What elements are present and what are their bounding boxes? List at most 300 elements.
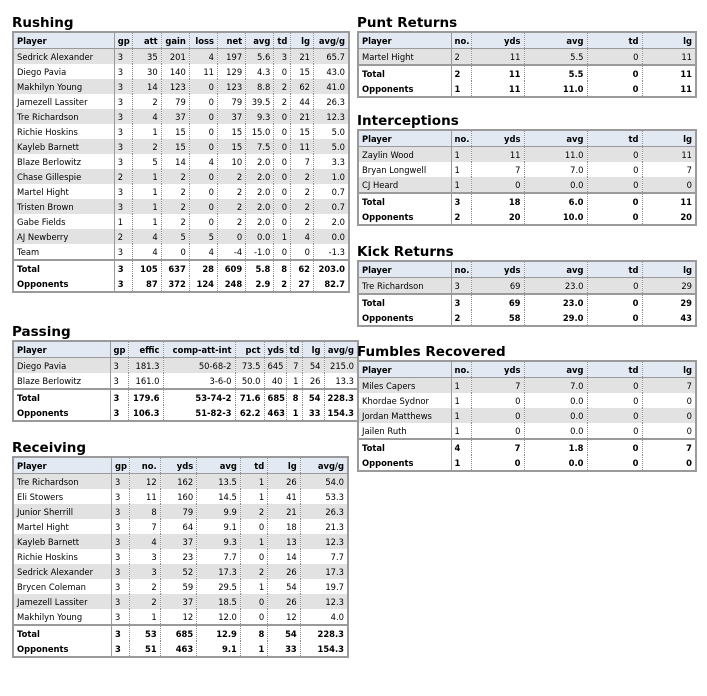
stat-cell: 21	[291, 49, 314, 65]
column-header: Player	[13, 32, 114, 49]
column-header: lg	[642, 261, 696, 278]
stat-cell: 3	[130, 564, 160, 579]
stat-cell: 3	[114, 244, 133, 260]
stat-cell: 69	[471, 294, 524, 310]
stat-cell: 1	[240, 474, 267, 490]
stat-cell: 0	[274, 199, 291, 214]
stat-cell: 463	[264, 405, 286, 421]
stat-cell: 5.0	[313, 139, 349, 154]
header-row	[358, 32, 696, 49]
fumbles-recovered-section	[357, 344, 697, 472]
opponents-row	[13, 641, 348, 657]
stat-cell: 2	[161, 214, 189, 229]
stat-cell: 11	[471, 49, 524, 66]
stat-cell: 0	[587, 65, 642, 81]
player-name: CJ Heard	[358, 177, 451, 193]
player-name: Tre Richardson	[13, 109, 114, 124]
stat-cell: 62.2	[235, 405, 264, 421]
stat-cell: 33	[268, 641, 300, 657]
column-header: lg	[642, 361, 696, 378]
stat-cell: 2	[133, 94, 161, 109]
stat-cell: 0	[161, 244, 189, 260]
stat-cell: 4	[189, 244, 217, 260]
stat-cell: 0	[274, 154, 291, 169]
stat-cell: 2	[218, 184, 246, 199]
stat-cell: 20	[642, 209, 696, 225]
stat-cell: 1.0	[313, 169, 349, 184]
stat-cell: 11.0	[524, 147, 587, 163]
column-header: avg/g	[313, 32, 349, 49]
column-header: yds	[471, 130, 524, 147]
stat-cell: 2	[291, 214, 314, 229]
stat-cell: 3.3	[313, 154, 349, 169]
total-label: Total	[358, 439, 451, 455]
stat-cell: 12.3	[300, 534, 348, 549]
stat-cell: 73.5	[235, 358, 264, 374]
table-row	[13, 564, 348, 579]
stat-cell: 2	[240, 504, 267, 519]
stat-cell: -1.0	[246, 244, 274, 260]
player-name: Jamezell Lassiter	[13, 594, 111, 609]
stat-cell: 2	[114, 229, 133, 244]
stat-cell: 43.0	[313, 64, 349, 79]
stat-cell: 160	[160, 489, 197, 504]
stat-cell: 51	[130, 641, 160, 657]
stat-cell: 65.7	[313, 49, 349, 65]
stat-cell: 15	[218, 124, 246, 139]
table-row	[358, 49, 696, 66]
stat-cell: 37	[160, 594, 197, 609]
stat-cell: 129	[218, 64, 246, 79]
player-name: Makhilyn Young	[13, 79, 114, 94]
stat-cell: 9.9	[197, 504, 241, 519]
table-row	[13, 229, 349, 244]
stat-cell: 7	[471, 439, 524, 455]
stat-cell: 26.3	[313, 94, 349, 109]
stat-cell: 15.0	[246, 124, 274, 139]
table-row	[13, 373, 358, 389]
stat-cell: 0	[642, 393, 696, 408]
interceptions-title: Interceptions	[357, 113, 459, 129]
stat-cell: 11	[291, 139, 314, 154]
player-name: Eli Stowers	[13, 489, 111, 504]
stat-cell: 0	[587, 393, 642, 408]
stat-cell: 3	[111, 594, 129, 609]
total-label: Total	[358, 294, 451, 310]
stat-cell: 2	[133, 139, 161, 154]
total-label: Opponents	[358, 81, 451, 97]
table-row	[13, 519, 348, 534]
player-name: Tre Richardson	[358, 278, 451, 295]
stat-cell: 44	[291, 94, 314, 109]
stat-cell: 140	[161, 64, 189, 79]
opponents-row	[13, 276, 349, 292]
stat-cell: 9.3	[246, 109, 274, 124]
table-row	[13, 579, 348, 594]
stat-cell: 1	[240, 489, 267, 504]
stat-cell: 2.0	[246, 154, 274, 169]
stat-cell: 23.0	[524, 278, 587, 295]
stat-cell: 0	[642, 408, 696, 423]
stat-cell: 1	[133, 169, 161, 184]
stat-cell: 7	[642, 378, 696, 394]
total-label: Opponents	[358, 455, 451, 471]
column-header: gp	[111, 457, 129, 474]
stat-cell: 7	[291, 154, 314, 169]
stat-cell: 3	[111, 641, 129, 657]
stat-cell: 5	[189, 229, 217, 244]
stat-cell: 15	[291, 64, 314, 79]
stat-cell: 0.7	[313, 199, 349, 214]
player-name: Jamezell Lassiter	[13, 94, 114, 109]
stat-cell: 0	[291, 244, 314, 260]
stat-cell: 29	[642, 278, 696, 295]
stat-cell: 0	[587, 147, 642, 163]
player-name: Martel Hight	[358, 49, 451, 66]
stat-cell: 0	[274, 139, 291, 154]
stat-cell: 609	[218, 260, 246, 276]
total-label: Opponents	[13, 405, 110, 421]
table-row	[358, 147, 696, 163]
stat-cell: 54	[302, 358, 324, 374]
stat-cell: 0	[642, 177, 696, 193]
header-row	[13, 32, 349, 49]
punt-returns-table	[357, 31, 697, 98]
stat-cell: 10.0	[524, 209, 587, 225]
stat-cell: 29.5	[197, 579, 241, 594]
stat-cell: 7	[471, 378, 524, 394]
column-header: Player	[358, 32, 451, 49]
stat-cell: 53.3	[300, 489, 348, 504]
stat-cell: 123	[161, 79, 189, 94]
stat-cell: 4	[130, 534, 160, 549]
table-row	[13, 49, 349, 65]
stat-cell: 4	[133, 229, 161, 244]
stat-cell: 26	[268, 474, 300, 490]
stat-cell: 0.0	[313, 229, 349, 244]
column-header: yds	[471, 261, 524, 278]
stat-cell: 1	[240, 534, 267, 549]
header-row	[358, 361, 696, 378]
stat-cell: 0.0	[524, 408, 587, 423]
receiving-section	[12, 440, 349, 658]
stat-cell: 0	[587, 209, 642, 225]
stat-cell: 197	[218, 49, 246, 65]
table-row	[13, 504, 348, 519]
stat-cell: 0	[218, 229, 246, 244]
stat-cell: 2	[291, 199, 314, 214]
stat-cell: 0	[240, 594, 267, 609]
stat-cell: 15	[161, 139, 189, 154]
total-label: Opponents	[13, 641, 111, 657]
stat-cell: 9.1	[197, 641, 241, 657]
stat-cell: 1	[114, 214, 133, 229]
opponents-row	[358, 81, 696, 97]
table-row	[13, 358, 358, 374]
stat-cell: 8	[240, 625, 267, 641]
player-name: Martel Hight	[13, 184, 114, 199]
stat-cell: 3	[111, 534, 129, 549]
table-row	[13, 474, 348, 490]
table-row	[13, 154, 349, 169]
stat-cell: 11	[471, 81, 524, 97]
stat-cell: 82.7	[313, 276, 349, 292]
stat-cell: 3	[110, 389, 128, 405]
column-header: att	[133, 32, 161, 49]
stat-cell: 7	[642, 439, 696, 455]
stat-cell: 9.3	[197, 534, 241, 549]
stat-cell: 12.3	[313, 109, 349, 124]
stat-cell: 0.0	[246, 229, 274, 244]
stat-cell: 3	[114, 154, 133, 169]
player-name: Diego Pavia	[13, 358, 110, 374]
opponents-row	[13, 405, 358, 421]
stat-cell: 3	[114, 260, 133, 276]
stat-cell: 1	[451, 423, 471, 439]
stat-cell: 21	[291, 109, 314, 124]
stat-cell: 0	[642, 423, 696, 439]
stat-cell: 71.6	[235, 389, 264, 405]
column-header: avg	[524, 32, 587, 49]
stat-cell: 3	[111, 549, 129, 564]
stat-cell: 0	[587, 278, 642, 295]
stat-cell: 3	[114, 109, 133, 124]
column-header: avg	[246, 32, 274, 49]
stat-cell: 11	[642, 193, 696, 209]
total-label: Opponents	[13, 276, 114, 292]
stat-cell: 53-74-2	[163, 389, 235, 405]
stat-cell: 79	[160, 504, 197, 519]
stat-cell: 20	[471, 209, 524, 225]
stat-cell: 50.0	[235, 373, 264, 389]
stat-cell: 154.3	[324, 405, 358, 421]
total-row	[358, 65, 696, 81]
stat-cell: 179.6	[128, 389, 163, 405]
column-header: comp-att-int	[163, 341, 235, 358]
total-label: Total	[13, 260, 114, 276]
stat-cell: 3	[111, 519, 129, 534]
stat-cell: 0	[587, 294, 642, 310]
table-row	[13, 594, 348, 609]
stat-cell: 0	[587, 455, 642, 471]
stat-cell: 18.5	[197, 594, 241, 609]
table-row	[13, 124, 349, 139]
stat-cell: 3	[114, 276, 133, 292]
stat-cell: 7	[642, 162, 696, 177]
stat-cell: 5.8	[246, 260, 274, 276]
stat-cell: 26	[268, 594, 300, 609]
kick-returns-title: Kick Returns	[357, 244, 454, 260]
stat-cell: 54.0	[300, 474, 348, 490]
stat-cell: 11	[189, 64, 217, 79]
rushing-table	[12, 31, 350, 293]
table-row	[13, 184, 349, 199]
stat-cell: 637	[161, 260, 189, 276]
stat-cell: 7.0	[524, 162, 587, 177]
stat-cell: 5.0	[313, 124, 349, 139]
stat-cell: 2.9	[246, 276, 274, 292]
column-header: lg	[302, 341, 324, 358]
table-row	[358, 177, 696, 193]
stat-cell: 11	[471, 65, 524, 81]
stat-cell: 0	[189, 199, 217, 214]
column-header: gain	[161, 32, 189, 49]
stat-cell: 0	[189, 169, 217, 184]
stat-cell: 41	[268, 489, 300, 504]
stat-cell: 1	[133, 184, 161, 199]
stat-cell: 14	[161, 154, 189, 169]
stat-cell: 7	[471, 162, 524, 177]
stat-cell: 0	[587, 310, 642, 326]
column-header: lg	[291, 32, 314, 49]
stat-cell: 123	[218, 79, 246, 94]
stat-cell: 1	[451, 393, 471, 408]
player-name: Tre Richardson	[13, 474, 111, 490]
stat-cell: 35	[133, 49, 161, 65]
stat-cell: 3	[111, 579, 129, 594]
stat-cell: 1	[240, 641, 267, 657]
stat-cell: 3	[111, 564, 129, 579]
stat-cell: 5.5	[524, 49, 587, 66]
stat-cell: 11.0	[524, 81, 587, 97]
stat-cell: 1	[274, 229, 291, 244]
stat-cell: 8	[286, 389, 302, 405]
player-name: Sedrick Alexander	[13, 564, 111, 579]
stat-cell: 1	[286, 373, 302, 389]
stat-cell: 2	[161, 169, 189, 184]
stat-cell: 3	[274, 49, 291, 65]
stat-cell: 4.3	[246, 64, 274, 79]
stat-cell: 12	[268, 609, 300, 625]
stat-cell: 0	[189, 109, 217, 124]
stat-cell: -1.3	[313, 244, 349, 260]
stat-cell: 10	[218, 154, 246, 169]
stat-cell: 0.0	[524, 455, 587, 471]
table-row	[358, 408, 696, 423]
player-name: Chase Gillespie	[13, 169, 114, 184]
stat-cell: 37	[218, 109, 246, 124]
total-label: Total	[13, 625, 111, 641]
stat-cell: 5.6	[246, 49, 274, 65]
stat-cell: 0	[274, 169, 291, 184]
column-header: avg	[524, 261, 587, 278]
stat-cell: 13.3	[324, 373, 358, 389]
stat-cell: 4	[133, 244, 161, 260]
column-header: td	[587, 261, 642, 278]
stat-cell: 1	[451, 81, 471, 97]
stat-cell: 106.3	[128, 405, 163, 421]
stat-cell: 0	[587, 81, 642, 97]
stat-cell: 0	[189, 79, 217, 94]
stat-cell: 26	[268, 564, 300, 579]
stat-cell: 2.0	[246, 214, 274, 229]
stat-cell: 0	[587, 439, 642, 455]
table-row	[13, 214, 349, 229]
stat-cell: 3	[114, 184, 133, 199]
stat-cell: 203.0	[313, 260, 349, 276]
stat-cell: 0	[587, 408, 642, 423]
stat-cell: 51-82-3	[163, 405, 235, 421]
stat-cell: 1	[133, 214, 161, 229]
stat-cell: 0	[189, 214, 217, 229]
table-row	[358, 378, 696, 394]
table-row	[13, 244, 349, 260]
stat-cell: 8	[274, 260, 291, 276]
column-header: avg	[524, 361, 587, 378]
column-header: td	[286, 341, 302, 358]
stat-cell: 54	[268, 625, 300, 641]
stat-cell: 52	[160, 564, 197, 579]
stat-cell: 3	[114, 94, 133, 109]
player-name: Makhilyn Young	[13, 609, 111, 625]
column-header: loss	[189, 32, 217, 49]
stat-cell: 1	[451, 378, 471, 394]
stat-cell: 0	[587, 378, 642, 394]
stat-cell: 17.3	[300, 564, 348, 579]
fumbles-recovered-table	[357, 360, 697, 472]
stat-cell: 0	[587, 162, 642, 177]
header-row	[13, 457, 348, 474]
total-row	[358, 193, 696, 209]
stat-cell: 58	[471, 310, 524, 326]
stat-cell: 18	[268, 519, 300, 534]
stat-cell: 0	[240, 549, 267, 564]
stat-cell: 12	[130, 474, 160, 490]
stat-cell: 12.9	[197, 625, 241, 641]
column-header: Player	[358, 130, 451, 147]
column-header: no.	[451, 32, 471, 49]
column-header: avg	[197, 457, 241, 474]
stat-cell: 8.8	[246, 79, 274, 94]
column-header: Player	[13, 457, 111, 474]
table-row	[13, 534, 348, 549]
stat-cell: 2	[161, 184, 189, 199]
stat-cell: 2.0	[246, 169, 274, 184]
stat-cell: 3-6-0	[163, 373, 235, 389]
stat-cell: 228.3	[300, 625, 348, 641]
stat-cell: 11	[642, 65, 696, 81]
stat-cell: 0	[587, 49, 642, 66]
stat-cell: 3	[451, 278, 471, 295]
total-row	[13, 260, 349, 276]
stat-cell: 2	[451, 209, 471, 225]
stat-cell: 29.0	[524, 310, 587, 326]
stat-cell: 4	[133, 109, 161, 124]
total-label: Total	[13, 389, 110, 405]
stat-cell: 0	[587, 177, 642, 193]
stat-cell: 0	[274, 184, 291, 199]
table-row	[13, 79, 349, 94]
stat-cell: 2	[218, 199, 246, 214]
stat-cell: 3	[111, 489, 129, 504]
opponents-row	[358, 209, 696, 225]
column-header: Player	[358, 361, 451, 378]
stat-cell: 2.0	[313, 214, 349, 229]
stat-cell: 11	[642, 49, 696, 66]
stat-cell: 3	[110, 373, 128, 389]
stat-cell: 2.0	[246, 199, 274, 214]
stat-cell: 1	[286, 405, 302, 421]
column-header: yds	[264, 341, 286, 358]
stat-cell: 4	[189, 154, 217, 169]
stat-cell: 685	[160, 625, 197, 641]
stat-cell: 11	[471, 147, 524, 163]
stat-cell: 50-68-2	[163, 358, 235, 374]
player-name: Tristen Brown	[13, 199, 114, 214]
stat-cell: 0.0	[524, 423, 587, 439]
column-header: td	[240, 457, 267, 474]
stat-cell: 4	[451, 439, 471, 455]
